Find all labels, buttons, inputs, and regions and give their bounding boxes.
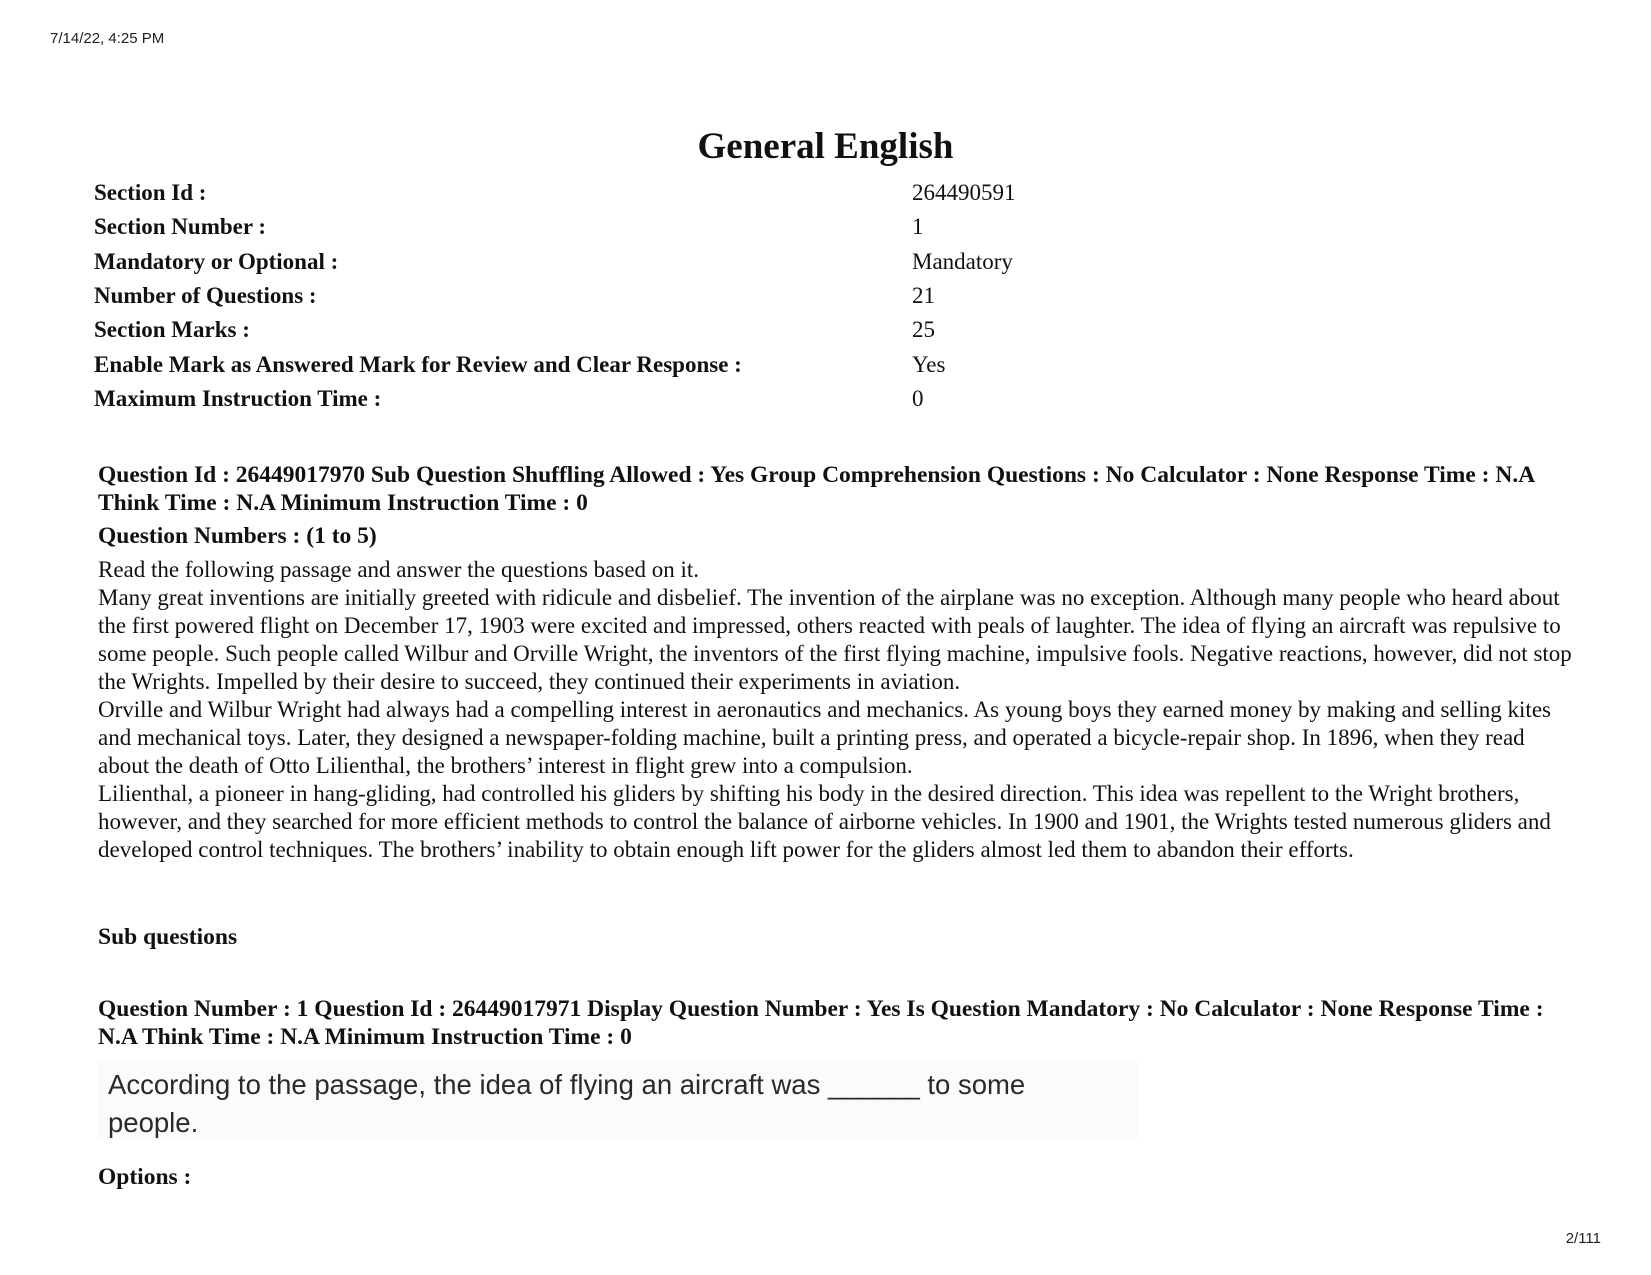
comprehension-passage <box>98 556 1578 864</box>
question-numbers: Question Numbers : (1 to 5) <box>98 523 377 549</box>
info-row-section-marks <box>94 313 1016 347</box>
info-row-mark-review <box>94 347 1016 381</box>
info-label: Section Marks : <box>94 317 250 343</box>
info-label: Enable Mark as Answered Mark for Review and Clear Response : <box>94 351 742 377</box>
options-label: Options : <box>98 1164 192 1190</box>
section-info-table <box>94 176 1016 416</box>
info-row-question-count <box>94 279 1016 313</box>
info-label: Section Id : <box>94 180 207 206</box>
info-label: Mandatory or Optional : <box>94 248 339 274</box>
sub-questions-heading: Sub questions <box>98 924 238 950</box>
question-text-before: According to the passage, the idea of flying an aircraft was <box>108 1069 821 1100</box>
info-row-section-number <box>94 210 1016 244</box>
info-label: Maximum Instruction Time : <box>94 385 382 411</box>
passage-paragraph: Many great inventions are initially greeted with ridicule and disbelief. The invention of the airplane was no exception. Although many people who heard about the first powered flight on December 17, 1903 were excited and impressed, others reacted with peals of laughter. The idea of flying an aircraft was repulsive to some people. Such people called Wilbur and Orville Wright, the inventors of the first flying machine, impulsive fools. Negative reactions, however, did not stop the Wrights. Impelled by their desire to succeed, they continued their experiments in aviation. <box>98 585 1572 694</box>
info-row-section-id <box>94 176 1016 210</box>
question-text-after: to some people. <box>108 1069 1026 1138</box>
group-question-block <box>98 461 1578 864</box>
group-question-header: Question Id : 26449017970 Sub Question Shuffling Allowed : Yes Group Comprehension Questions : No Calculator : None Response Time : N.A Think Time : N.A Minimum Instruction Time : 0 <box>98 462 1534 516</box>
info-value: Yes <box>912 351 946 377</box>
passage-paragraph: Orville and Wilbur Wright had always had a compelling interest in aeronautics and mechanics. As young boys they earned money by making and selling kites and mechanical toys. Later, they designed a newspaper-folding machine, built a printing press, and operated a bicycle-repair shop. In 1896, when they read about the death of Otto Lilienthal, the brothers’ interest in flight grew into a compulsion. <box>98 697 1551 778</box>
info-label: Section Number : <box>94 214 267 240</box>
question-image <box>98 1060 1138 1140</box>
info-value: Mandatory <box>912 248 1013 274</box>
info-row-mandatory <box>94 245 1016 279</box>
info-value: 1 <box>912 214 924 240</box>
print-timestamp: 7/14/22, 4:25 PM <box>50 30 165 47</box>
info-label: Number of Questions : <box>94 283 317 309</box>
info-row-instruction-time <box>94 382 1016 416</box>
info-value: 264490591 <box>912 180 1016 206</box>
section-title: General English <box>697 126 954 167</box>
answer-blank: ______ <box>828 1069 920 1100</box>
page-number: 2/111 <box>1565 1230 1601 1247</box>
info-value: 21 <box>912 283 935 309</box>
question-image-text <box>108 1066 1118 1142</box>
passage-paragraph: Read the following passage and answer the questions based on it. <box>98 557 700 582</box>
sub-question-block <box>98 995 1578 1051</box>
passage-paragraph: Lilienthal, a pioneer in hang-gliding, had controlled his gliders by shifting his body in the desired direction. This idea was repellent to the Wright brothers, however, and they searched for more efficient methods to control the balance of airborne vehicles. In 1900 and 1901, the Wrights tested numerous gliders and developed control techniques. The brothers’ inability to obtain enough lift power for the gliders almost led them to abandon their efforts. <box>98 781 1551 862</box>
info-value: 0 <box>912 385 924 411</box>
sub-question-header: Question Number : 1 Question Id : 26449017971 Display Question Number : Yes Is Question Mandatory : No Calculator : None Response Time : N.A Think Time : N.A Minimum Instruction Time : 0 <box>98 996 1544 1050</box>
info-value: 25 <box>912 317 935 343</box>
